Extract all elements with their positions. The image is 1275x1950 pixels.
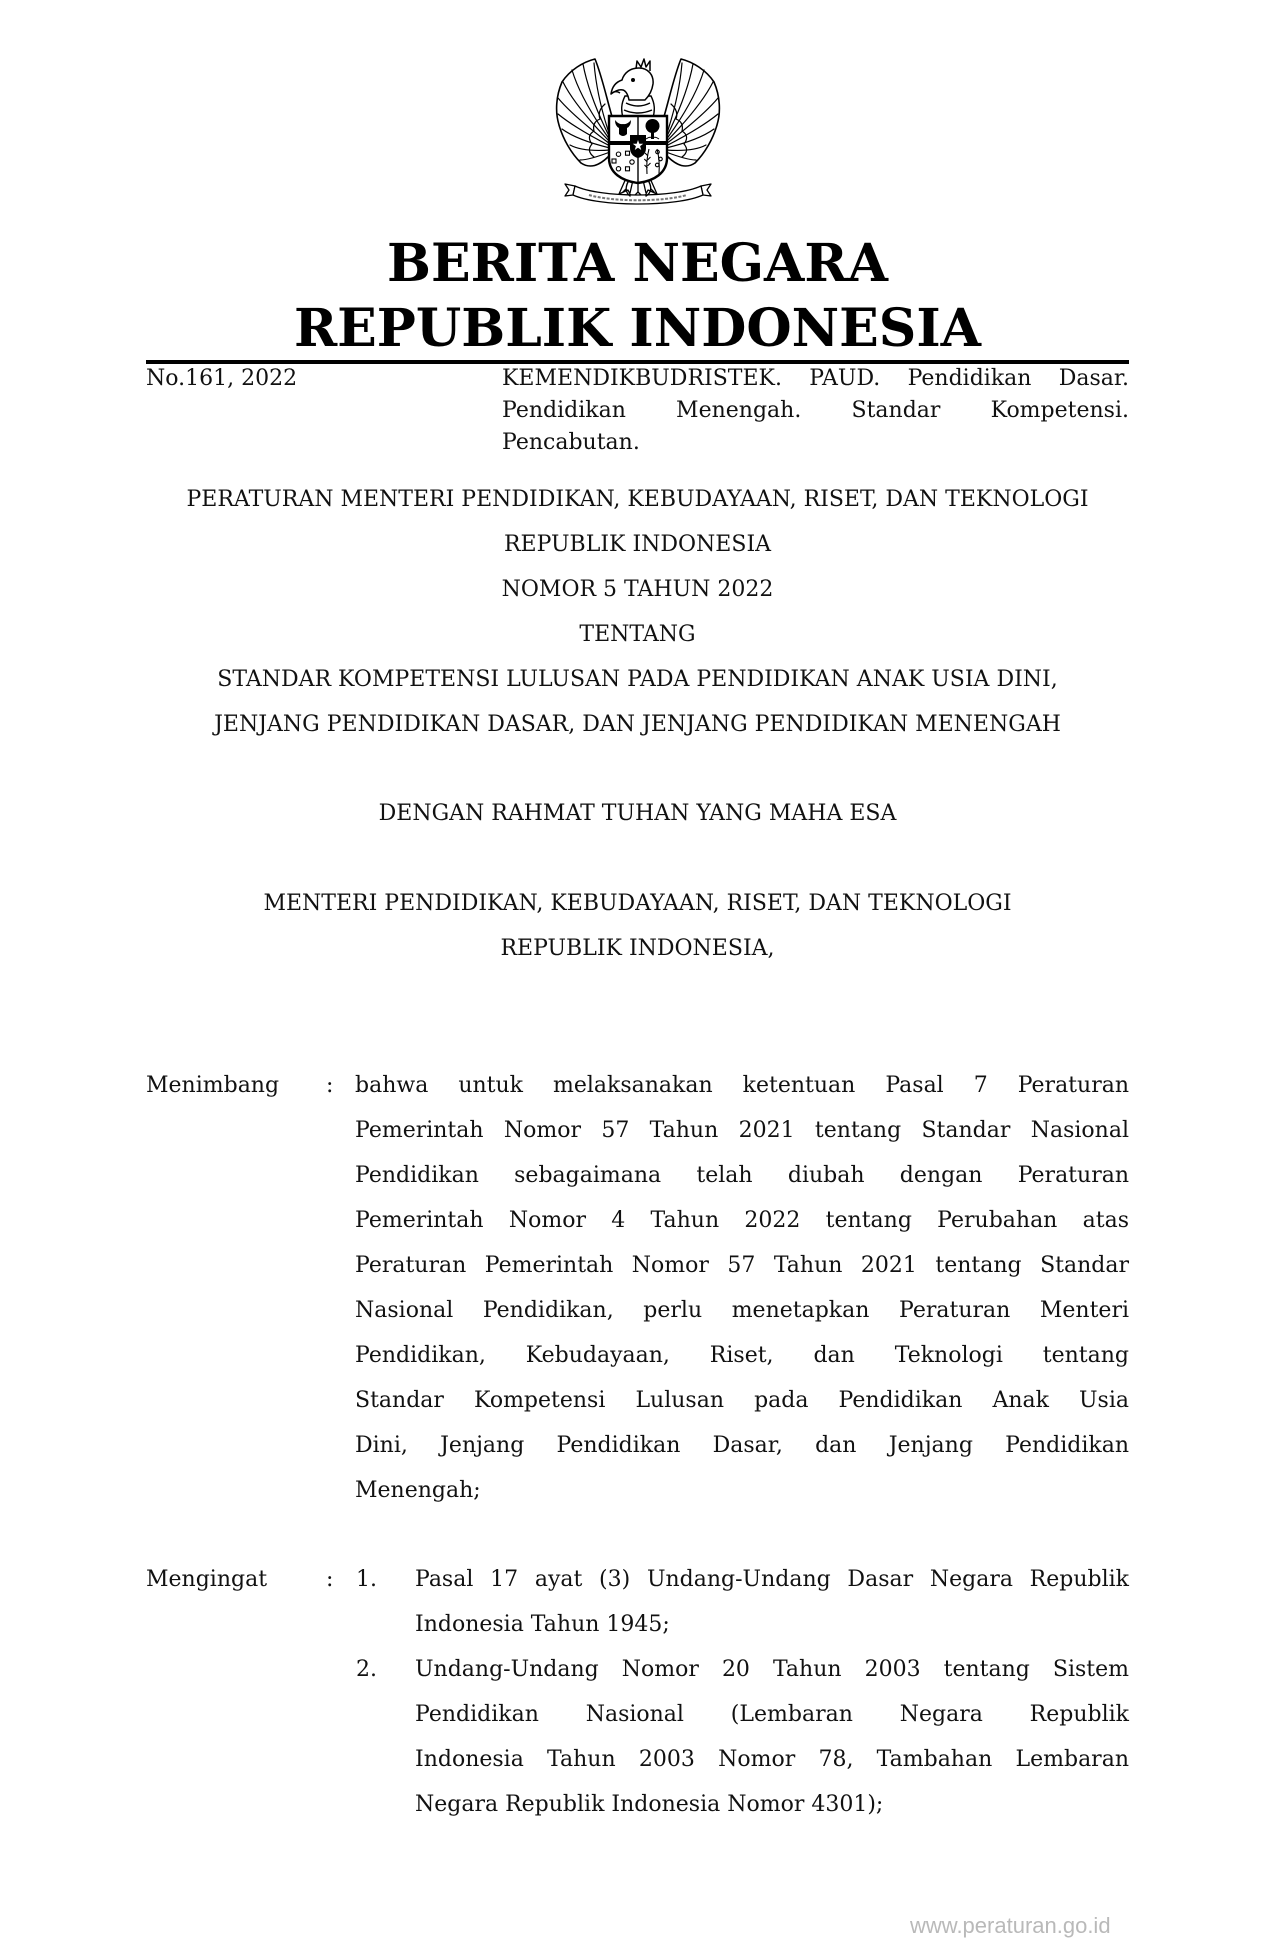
masthead-title: BERITA NEGARA [387, 233, 888, 294]
invocation [0, 791, 1275, 836]
garuda-pancasila-emblem [553, 56, 723, 206]
recalling-list [355, 1557, 1129, 1827]
regulation-heading [0, 477, 1275, 747]
text-line: Pasal 17 ayat (3) Undang-Undang Dasar Negara Republik [415, 1567, 1129, 1592]
gazette-number: No.161, 2022 [146, 366, 298, 391]
subject-line: Pencabutan. [502, 430, 640, 455]
text-line: Pemerintah Nomor 57 Tahun 2021 tentang Standar Nasional [355, 1118, 1129, 1143]
text-line: Undang-Undang Nomor 20 Tahun 2003 tentang Sistem [415, 1657, 1129, 1682]
subject-line: KEMENDIKBUDRISTEK. PAUD. Pendidikan Dasar. [502, 366, 1129, 391]
text-line: bahwa untuk melaksanakan ketentuan Pasal 7 Peraturan [355, 1073, 1129, 1098]
invocation-text: DENGAN RAHMAT TUHAN YANG MAHA ESA [378, 801, 897, 826]
heading-line: PERATURAN MENTERI PENDIDIKAN, KEBUDAYAAN, RISET, DAN TEKNOLOGI [186, 487, 1089, 512]
heading-line: REPUBLIK INDONESIA [503, 532, 772, 557]
heading-line: TENTANG [579, 622, 696, 647]
text-line: Nasional Pendidikan, perlu menetapkan Peraturan Menteri [355, 1298, 1129, 1323]
list-item [355, 1647, 1129, 1827]
item-text [415, 1557, 1129, 1647]
shield [609, 116, 667, 183]
text-line: Negara Republik Indonesia Nomor 4301); [415, 1792, 884, 1817]
text-line: Pendidikan Nasional (Lembaran Negara Republik [415, 1702, 1129, 1727]
heading-line: NOMOR 5 TAHUN 2022 [501, 577, 774, 602]
list-item [355, 1557, 1129, 1647]
text-line: Dini, Jenjang Pendidikan Dasar, dan Jenjang Pendidikan [355, 1433, 1129, 1458]
right-wing [663, 59, 719, 166]
text-line: Pendidikan sebagaimana telah diubah dengan Peraturan [355, 1163, 1129, 1188]
gazette-subject [502, 363, 1129, 459]
considering-separator: : [326, 1073, 334, 1098]
footer-url: www.peraturan.go.id [910, 1913, 1111, 1938]
issuer-line: REPUBLIK INDONESIA, [500, 936, 775, 961]
left-wing [557, 59, 613, 166]
text-line: Standar Kompetensi Lulusan pada Pendidikan Anak Usia [355, 1388, 1129, 1413]
issuer [0, 881, 1275, 971]
considering-text [355, 1063, 1129, 1513]
head [611, 59, 653, 100]
text-line: Menengah; [355, 1478, 481, 1503]
text-line: Indonesia Tahun 2003 Nomor 78, Tambahan Lembaran [415, 1747, 1129, 1772]
text-line: Peraturan Pemerintah Nomor 57 Tahun 2021 tentang Standar [355, 1253, 1129, 1278]
heading-line: STANDAR KOMPETENSI LULUSAN PADA PENDIDIKAN ANAK USIA DINI, [217, 667, 1058, 692]
recalling-label: Mengingat [146, 1567, 268, 1592]
considering-label: Menimbang [146, 1073, 280, 1098]
masthead-subtitle: REPUBLIK INDONESIA [293, 298, 982, 359]
item-text [415, 1647, 1129, 1827]
recalling-separator: : [326, 1567, 334, 1592]
text-line: Pemerintah Nomor 4 Tahun 2022 tentang Perubahan atas [355, 1208, 1129, 1233]
item-number: 1. [356, 1567, 377, 1592]
heading-line: JENJANG PENDIDIKAN DASAR, DAN JENJANG PENDIDIKAN MENENGAH [214, 712, 1061, 737]
issuer-line: MENTERI PENDIDIKAN, KEBUDAYAAN, RISET, DAN TEKNOLOGI [263, 891, 1012, 916]
item-number: 2. [356, 1657, 377, 1682]
text-line: Pendidikan, Kebudayaan, Riset, dan Teknologi tentang [355, 1343, 1129, 1368]
text-line: Indonesia Tahun 1945; [415, 1612, 670, 1637]
subject-line: Pendidikan Menengah. Standar Kompetensi. [502, 398, 1129, 423]
